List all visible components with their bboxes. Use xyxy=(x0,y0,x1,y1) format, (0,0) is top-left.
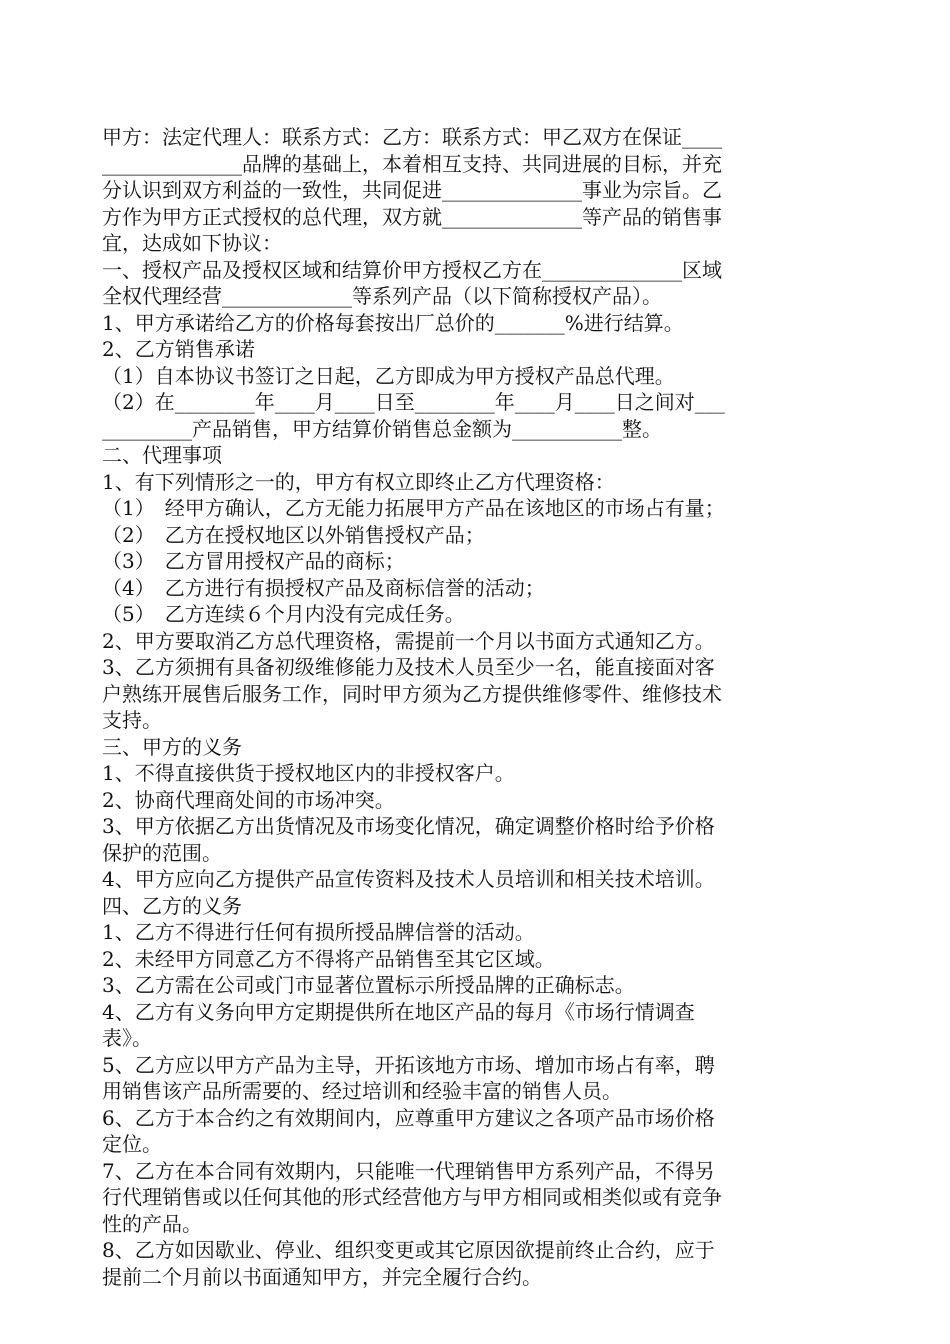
document-body xyxy=(102,124,852,1290)
text-line: 3、甲方依据乙方出货情况及市场变化情况，确定调整价格时给予价格 xyxy=(102,814,715,838)
text-line: 提前二个月前以书面通知甲方，并完全履行合约。 xyxy=(102,1264,542,1289)
text-line: 支持。 xyxy=(102,708,162,732)
text-line: 方作为甲方正式授权的总代理，双方就______________等产品的销售事 xyxy=(102,204,722,229)
text-line: 3、乙方须拥有具备初级维修能力及技术人员至少一名，能直接面对客 xyxy=(102,655,715,679)
text-line: 表》。 xyxy=(102,1026,152,1050)
text-line: _________产品销售，甲方结算价销售总金额为___________整。 xyxy=(102,416,662,441)
section-heading: 四、乙方的义务 xyxy=(102,893,242,918)
text-line: 5、乙方应以甲方产品为主导，开拓该地方市场、增加市场占有率，聘 xyxy=(102,1052,715,1077)
text-line: 分认识到双方利益的一致性，共同促进______________事业为宗旨。乙 xyxy=(102,178,722,202)
section-heading: 二、代理事项 xyxy=(102,443,222,467)
text-line: 7、乙方在本合同有效期内，只能唯一代理销售甲方系列产品，不得另 xyxy=(102,1158,715,1183)
section-heading: 三、甲方的义务 xyxy=(102,734,242,759)
text-line: 性的产品。 xyxy=(102,1211,202,1236)
text-line: 1、甲方承诺给乙方的价格每套按出厂总价的_______%进行结算。 xyxy=(102,310,684,335)
text-line: 户熟练开展售后服务工作，同时甲方须为乙方提供维修零件、维修技术 xyxy=(102,681,722,706)
text-line: 行代理销售或以任何其他的形式经营他方与甲方相同或相类似或有竞争 xyxy=(102,1185,722,1209)
text-line: 4、甲方应向乙方提供产品宣传资料及技术人员培训和相关技术培训。 xyxy=(102,867,715,891)
text-line: 定位。 xyxy=(102,1132,162,1156)
text-line: 2、协商代理商处间的市场冲突。 xyxy=(102,787,395,812)
text-line: （1） 经甲方确认，乙方无能力拓展甲方产品在该地区的市场占有量； xyxy=(102,496,725,520)
text-line: ______________品牌的基础上，本着相互支持、共同进展的目标，并充 xyxy=(102,151,722,176)
text-line: 宜，达成如下协议： xyxy=(102,231,282,255)
text-line: （1）自本协议书签订之日起，乙方即成为甲方授权产品总代理。 xyxy=(102,363,675,388)
text-line: 8、乙方如因歇业、停业、组织变更或其它原因欲提前终止合约，应于 xyxy=(102,1238,715,1262)
text-line: 2、乙方销售承诺 xyxy=(102,337,255,361)
text-line: 保护的范围。 xyxy=(102,840,222,865)
text-line: 1、乙方不得进行任何有损所授品牌信誉的活动。 xyxy=(102,920,535,944)
text-line: 2、甲方要取消乙方总代理资格，需提前一个月以书面方式通知乙方。 xyxy=(102,628,715,653)
text-line: （5） 乙方连续６个月内没有完成任务。 xyxy=(102,602,465,626)
text-line: 6、乙方于本合约之有效期间内，应尊重甲方建议之各项产品市场价格 xyxy=(102,1105,715,1130)
section-heading: 一、授权产品及授权区域和结算价甲方授权乙方在______________区域 xyxy=(102,257,722,282)
text-line: 3、乙方需在公司或门市显著位置标示所授品牌的正确标志。 xyxy=(102,973,635,997)
text-line: 1、不得直接供货于授权地区内的非授权客户。 xyxy=(102,761,515,785)
text-line: （4） 乙方进行有损授权产品及商标信誉的活动； xyxy=(102,575,545,600)
text-line: 4、乙方有义务向甲方定期提供所在地区产品的每月《市场行情调查 xyxy=(102,999,695,1024)
text-line: （3） 乙方冒用授权产品的商标； xyxy=(102,549,405,573)
text-line: （2）在________年____月____日至________年____月____日之间对___ xyxy=(102,390,725,414)
text-line: 甲方：法定代理人：联系方式：乙方：联系方式：甲乙双方在保证____ xyxy=(102,125,722,149)
text-line: 用销售该产品所需要的、经过培训和经验丰富的销售人员。 xyxy=(102,1079,622,1103)
text-line: 全权代理经营_____________等系列产品（以下简称授权产品）。 xyxy=(102,284,662,308)
text-line: 1、有下列情形之一的，甲方有权立即终止乙方代理资格： xyxy=(102,469,615,494)
text-line: 2、未经甲方同意乙方不得将产品销售至其它区域。 xyxy=(102,946,555,971)
text-line: （2） 乙方在授权地区以外销售授权产品； xyxy=(102,522,485,547)
